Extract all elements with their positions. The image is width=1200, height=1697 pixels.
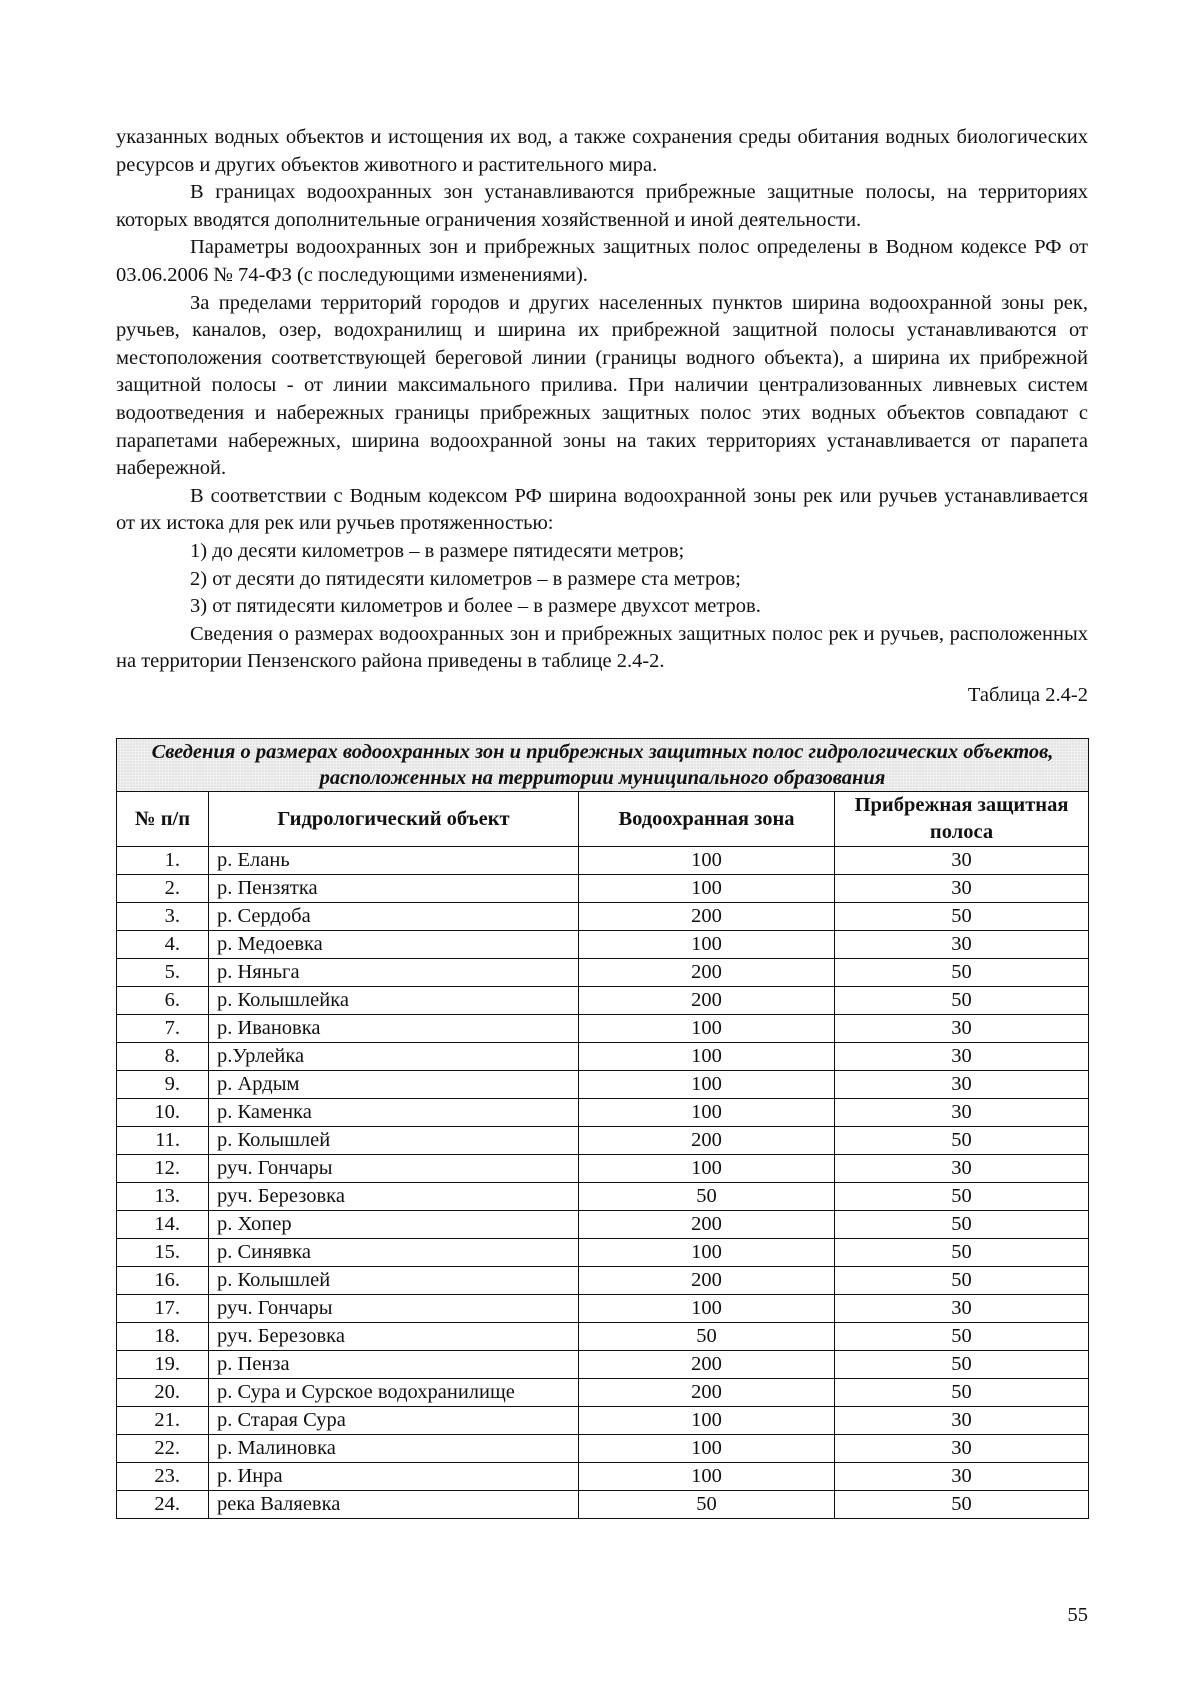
row-object: р. Елань	[209, 847, 579, 875]
row-water-zone: 200	[579, 987, 835, 1015]
row-number: 12.	[117, 1155, 209, 1183]
row-object: руч. Гончары	[209, 1155, 579, 1183]
table-row	[117, 903, 1089, 931]
table-row	[117, 1155, 1089, 1183]
row-number: 18.	[117, 1323, 209, 1351]
row-object: р. Пенза	[209, 1351, 579, 1379]
header-number: № п/п	[117, 792, 209, 847]
row-object: р. Старая Сура	[209, 1407, 579, 1435]
row-coastal-strip: 50	[835, 1211, 1089, 1239]
row-coastal-strip: 50	[835, 1379, 1089, 1407]
paragraph-6: Сведения о размерах водоохранных зон и прибрежных защитных полос рек и ручьев, расположенных на территории Пензенского района приведены в таблице 2.4-2.	[116, 622, 1088, 673]
table-row	[117, 1323, 1089, 1351]
row-object: р.Урлейка	[209, 1043, 579, 1071]
table-row	[117, 1127, 1089, 1155]
list-item-1: 1) до десяти километров – в размере пятидесяти метров;	[190, 539, 685, 562]
row-object: р. Синявка	[209, 1239, 579, 1267]
row-number: 7.	[117, 1015, 209, 1043]
table-row	[117, 1183, 1089, 1211]
row-object: р. Сура и Сурское водохранилище	[209, 1379, 579, 1407]
row-coastal-strip: 50	[835, 987, 1089, 1015]
row-number: 22.	[117, 1435, 209, 1463]
row-number: 1.	[117, 847, 209, 875]
table-row	[117, 987, 1089, 1015]
table-row	[117, 1015, 1089, 1043]
row-number: 3.	[117, 903, 209, 931]
row-coastal-strip: 30	[835, 1155, 1089, 1183]
row-coastal-strip: 50	[835, 1127, 1089, 1155]
paragraph-4: За пределами территорий городов и других населенных пунктов ширина водоохранной зоны рек, ручьев, каналов, озер, водохранилищ и ширина их прибрежной защитной полосы устанавливаются от местоположения соответствующей береговой линии (границы водного объекта), а ширина их прибрежной защитной полосы - от линии максимального прилива. При наличии централизованных ливневых систем водоотведения и набережных границы прибрежных защитных полос этих водных объектов совпадают с парапетами набережных, ширина водоохранной зоны на таких территориях устанавливается от парапета набережной.	[116, 291, 1088, 480]
row-number: 16.	[117, 1267, 209, 1295]
row-number: 23.	[117, 1463, 209, 1491]
row-coastal-strip: 30	[835, 1099, 1089, 1127]
list-item-2: 2) от десяти до пятидесяти километров – в размере ста метров;	[190, 567, 741, 590]
header-object: Гидрологический объект	[209, 792, 579, 847]
table-row	[117, 1295, 1089, 1323]
row-coastal-strip: 30	[835, 1043, 1089, 1071]
row-coastal-strip: 30	[835, 847, 1089, 875]
table-row	[117, 1491, 1089, 1519]
row-number: 9.	[117, 1071, 209, 1099]
row-water-zone: 200	[579, 903, 835, 931]
paragraph-3: Параметры водоохранных зон и прибрежных защитных полос определены в Водном кодексе РФ от 03.06.2006 № 74-ФЗ (с последующими изменениями).	[116, 236, 1088, 286]
row-number: 13.	[117, 1183, 209, 1211]
row-water-zone: 100	[579, 847, 835, 875]
row-number: 15.	[117, 1239, 209, 1267]
table-row	[117, 1435, 1089, 1463]
row-object: р. Ивановка	[209, 1015, 579, 1043]
header-water-zone: Водоохранная зона	[579, 792, 835, 847]
table-body	[117, 847, 1089, 1519]
table-row	[117, 875, 1089, 903]
row-object: р. Сердоба	[209, 903, 579, 931]
list-item-3: 3) от пятидесяти километров и более – в размере двухсот метров.	[190, 595, 761, 618]
row-coastal-strip: 50	[835, 1239, 1089, 1267]
paragraph-1: указанных водных объектов и истощения их вод, а также сохранения среды обитания водных биологических ресурсов и других объектов животного и растительного мира.	[116, 126, 1088, 176]
row-object: р. Колышлейка	[209, 987, 579, 1015]
row-number: 6.	[117, 987, 209, 1015]
row-water-zone: 100	[579, 1015, 835, 1043]
row-coastal-strip: 30	[835, 931, 1089, 959]
row-water-zone: 50	[579, 1323, 835, 1351]
row-coastal-strip: 30	[835, 875, 1089, 903]
row-water-zone: 100	[579, 1239, 835, 1267]
table-row	[117, 1043, 1089, 1071]
row-object: р. Хопер	[209, 1211, 579, 1239]
table-row	[117, 1407, 1089, 1435]
row-water-zone: 50	[579, 1183, 835, 1211]
row-coastal-strip: 30	[835, 1071, 1089, 1099]
row-coastal-strip: 50	[835, 1183, 1089, 1211]
water-zones-table	[116, 738, 1089, 1519]
row-object: р. Колышлей	[209, 1127, 579, 1155]
row-object: р. Пензятка	[209, 875, 579, 903]
row-coastal-strip: 30	[835, 1015, 1089, 1043]
row-water-zone: 200	[579, 959, 835, 987]
row-number: 4.	[117, 931, 209, 959]
row-number: 17.	[117, 1295, 209, 1323]
row-coastal-strip: 30	[835, 1295, 1089, 1323]
row-number: 24.	[117, 1491, 209, 1519]
row-number: 14.	[117, 1211, 209, 1239]
row-water-zone: 100	[579, 1099, 835, 1127]
row-object: руч. Гончары	[209, 1295, 579, 1323]
row-coastal-strip: 50	[835, 1351, 1089, 1379]
table-row	[117, 1211, 1089, 1239]
table-caption: Таблица 2.4-2	[967, 683, 1088, 706]
row-water-zone: 100	[579, 875, 835, 903]
row-object: руч. Березовка	[209, 1323, 579, 1351]
row-water-zone: 100	[579, 1407, 835, 1435]
row-object: руч. Березовка	[209, 1183, 579, 1211]
row-water-zone: 50	[579, 1491, 835, 1519]
table-row	[117, 959, 1089, 987]
paragraph-5: В соответствии с Водным кодексом РФ ширина водоохранной зоны рек или ручьев устанавливается от их истока для рек или ручьев протяженностью:	[116, 484, 1088, 535]
row-number: 8.	[117, 1043, 209, 1071]
row-water-zone: 100	[579, 1043, 835, 1071]
row-water-zone: 200	[579, 1379, 835, 1407]
row-water-zone: 200	[579, 1267, 835, 1295]
row-number: 19.	[117, 1351, 209, 1379]
row-water-zone: 100	[579, 1155, 835, 1183]
table-title: Сведения о размерах водоохранных зон и прибрежных защитных полос гидрологических объектов, расположенных на территории муниципального образования	[117, 739, 1089, 792]
row-coastal-strip: 50	[835, 1267, 1089, 1295]
row-water-zone: 100	[579, 1463, 835, 1491]
row-object: р. Медоевка	[209, 931, 579, 959]
row-coastal-strip: 50	[835, 959, 1089, 987]
paragraph-2: В границах водоохранных зон устанавливаются прибрежные защитные полосы, на территориях которых вводятся дополнительные ограничения хозяйственной и иной деятельности.	[116, 181, 1088, 231]
row-water-zone: 100	[579, 1071, 835, 1099]
row-number: 11.	[117, 1127, 209, 1155]
row-object: р. Колышлей	[209, 1267, 579, 1295]
row-coastal-strip: 50	[835, 1491, 1089, 1519]
table-row	[117, 1351, 1089, 1379]
row-number: 10.	[117, 1099, 209, 1127]
row-object: река Валяевка	[209, 1491, 579, 1519]
row-water-zone: 100	[579, 1295, 835, 1323]
document-body	[116, 124, 1088, 709]
row-coastal-strip: 50	[835, 903, 1089, 931]
table-row	[117, 1267, 1089, 1295]
row-object: р. Няньга	[209, 959, 579, 987]
table-row	[117, 1379, 1089, 1407]
table-row	[117, 1463, 1089, 1491]
row-water-zone: 100	[579, 1435, 835, 1463]
row-number: 20.	[117, 1379, 209, 1407]
table-row	[117, 931, 1089, 959]
row-object: р. Ардым	[209, 1071, 579, 1099]
row-water-zone: 200	[579, 1351, 835, 1379]
row-number: 5.	[117, 959, 209, 987]
row-object: р. Малиновка	[209, 1435, 579, 1463]
table-row	[117, 847, 1089, 875]
row-number: 2.	[117, 875, 209, 903]
row-coastal-strip: 30	[835, 1435, 1089, 1463]
row-coastal-strip: 50	[835, 1323, 1089, 1351]
table-row	[117, 1071, 1089, 1099]
row-object: р. Инра	[209, 1463, 579, 1491]
row-number: 21.	[117, 1407, 209, 1435]
row-water-zone: 200	[579, 1127, 835, 1155]
row-coastal-strip: 30	[835, 1463, 1089, 1491]
row-coastal-strip: 30	[835, 1407, 1089, 1435]
table-row	[117, 1099, 1089, 1127]
header-coastal-strip: Прибрежная защитная полоса	[835, 792, 1089, 847]
table-row	[117, 1239, 1089, 1267]
row-object: р. Каменка	[209, 1099, 579, 1127]
row-water-zone: 100	[579, 931, 835, 959]
page-number: 55	[1067, 1604, 1088, 1626]
row-water-zone: 200	[579, 1211, 835, 1239]
